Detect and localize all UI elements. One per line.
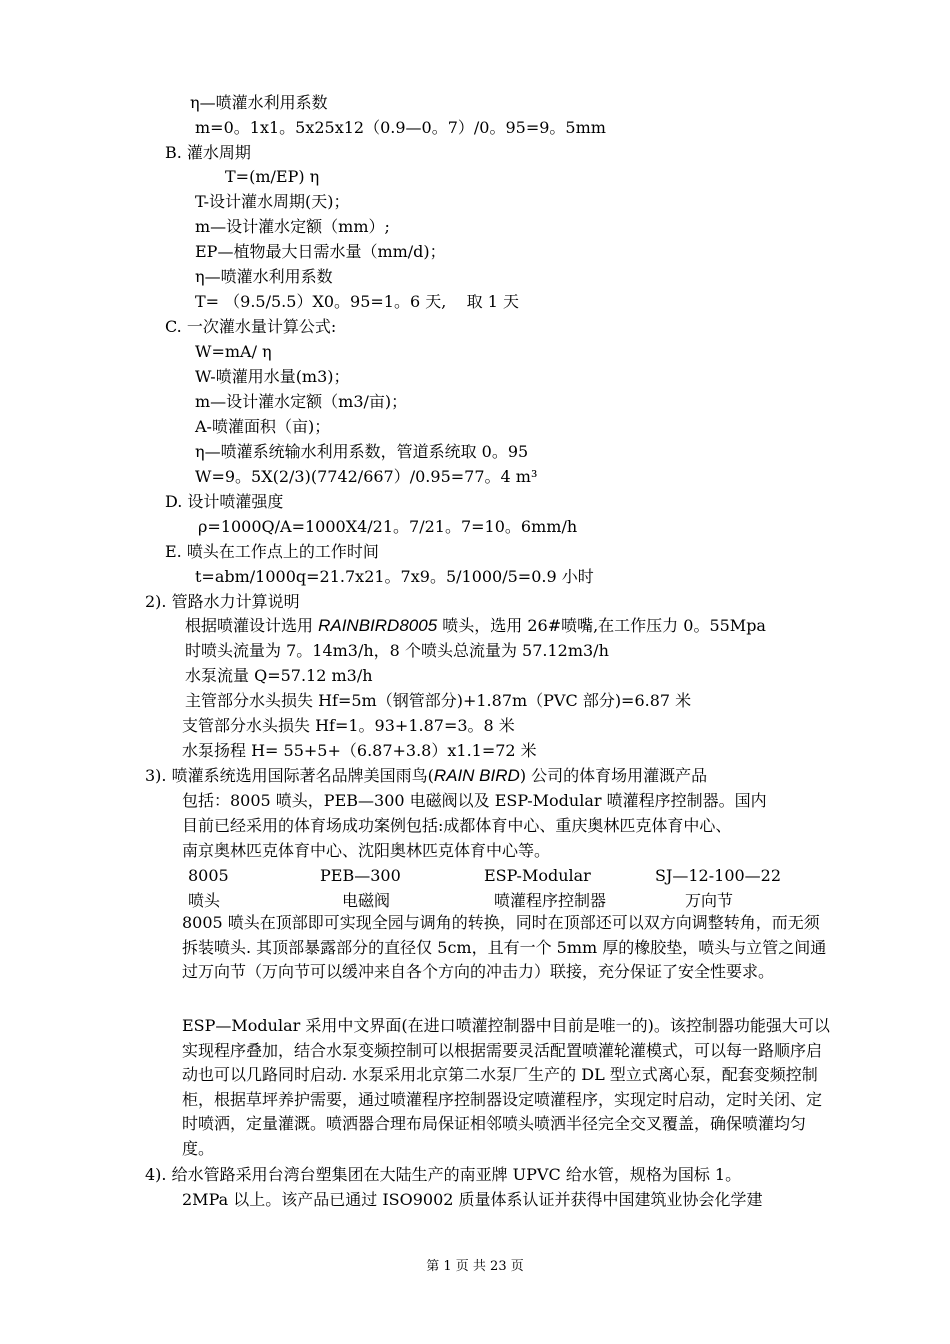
body-line xyxy=(185,615,766,637)
body-line: 南京奥林匹克体育中心、沈阳奥林匹克体育中心等。 xyxy=(182,841,551,860)
model-number: PEB—300 xyxy=(320,866,401,885)
section-heading: D. 设计喷灌强度 xyxy=(165,492,284,511)
formula: W=mA/ η xyxy=(195,342,272,361)
body-line: 水泵流量 Q=57.12 m3/h xyxy=(185,666,373,685)
section-heading: C. 一次灌水量计算公式: xyxy=(165,317,337,336)
paragraph: 8005 喷头在顶部即可实现全园与调角的转换，同时在顶部还可以双方向调整转角，而无须拆装喷头. 其顶部暴露部分的直径仅 5cm，且有一个 5mm 厚的橡胶垫，喷头与立管之间通过万向节（万向节可以缓冲来自各个方向的冲击力）联接，充分保证了安全性要求。 xyxy=(182,913,827,981)
section-heading: E. 喷头在工作点上的工作时间 xyxy=(165,542,379,561)
model-number: SJ—12-100—22 xyxy=(655,866,782,885)
text-fragment: 喷头，选用 26#喷嘴,在工作压力 0。55Mpa xyxy=(437,616,766,635)
text-fragment: 根据喷灌设计选用 xyxy=(185,616,319,635)
body-line: 2MPa 以上。该产品已通过 ISO9002 质量体系认证并获得中国建筑业协会化学建 xyxy=(182,1190,763,1209)
calc-line: t=abm/1000q=21.7x21。7x9。5/1000/5=0.9 小时 xyxy=(195,567,594,586)
model-name: 万向节 xyxy=(685,891,734,910)
text-fragment: 3). 喷灌系统选用国际著名品牌美国雨鸟( xyxy=(145,766,434,785)
body-line: 时喷头流量为 7。14m3/h，8 个喷头总流量为 57.12m3/h xyxy=(185,641,609,660)
body-line: 主管部分水头损失 Hf=5m（钢管部分)+1.87m（PVC 部分)=6.87 米 xyxy=(185,691,692,710)
definition: A-喷灌面积（亩)； xyxy=(195,417,331,436)
model-name: 电磁阀 xyxy=(342,891,391,910)
model-name: 喷头 xyxy=(188,891,221,910)
section-heading: B. 灌水周期 xyxy=(165,143,251,162)
item-heading: 4). 给水管路采用台湾台塑集团在大陆生产的南亚牌 UPVC 给水管，规格为国标 1。 xyxy=(145,1165,742,1184)
formula: T=(m/EP) η xyxy=(225,167,320,186)
definition: η—喷灌水利用系数 xyxy=(195,267,333,286)
body-line: 包括：8005 喷头，PEB—300 电磁阀以及 ESP-Modular 喷灌程序控制器。国内 xyxy=(182,791,767,810)
text-fragment: ) 公司的体育场用灌溉产品 xyxy=(519,766,708,785)
definition: T-设计灌水周期(天)； xyxy=(195,192,350,211)
model-number: ESP-Modular xyxy=(484,866,591,885)
item-heading xyxy=(145,765,707,787)
body-line: 目前已经采用的体育场成功案例包括:成都体育中心、重庆奥林匹克体育中心、 xyxy=(182,816,732,835)
calc-line: ρ=1000Q/A=1000X4/21。7/21。7=10。6mm/h xyxy=(198,517,578,536)
eta-definition: η—喷灌水利用系数 xyxy=(190,93,328,112)
definition: m—设计灌水定额（mm）; xyxy=(195,217,390,236)
item-heading: 2). 管路水力计算说明 xyxy=(145,592,300,611)
calc-line: T= （9.5/5.5）X0。95=1。6 天, 取 1 天 xyxy=(195,292,520,311)
definition: η—喷灌系统输水利用系数，管道系统取 0。95 xyxy=(195,442,529,461)
brand-name: RAINBIRD8005 xyxy=(318,616,438,635)
definition: W-喷灌用水量(m3)； xyxy=(195,367,350,386)
calc-line: W=9。5X(2/3)(7742/667）/0.95=77。4 m³ xyxy=(195,467,538,486)
brand-name: RAIN BIRD xyxy=(433,766,520,785)
model-number: 8005 xyxy=(188,866,229,885)
definition: m—设计灌水定额（m3/亩)； xyxy=(195,392,408,411)
model-name: 喷灌程序控制器 xyxy=(494,891,607,910)
body-line: 支管部分水头损失 Hf=1。93+1.87=3。8 米 xyxy=(182,716,515,735)
calc-line: m=0。1x1。5x25x12（0.9—0。7）/0。95=9。5mm xyxy=(195,118,606,137)
definition: EP—植物最大日需水量（mm/d)； xyxy=(195,242,446,261)
paragraph: ESP—Modular 采用中文界面(在进口喷灌控制器中目前是唯一的)。该控制器功能强大可以实现程序叠加，结合水泵变频控制可以根据需要灵活配置喷灌轮灌模式，可以每一路顺序启动也可以几路同时启动. 水泵采用北京第二水泵厂生产的 DL 型立式离心泵，配套变频控制柜，根据草坪养护需要，通过喷灌程序控制器设定喷灌程序，实现定时启动，定时关闭、定时喷洒，定量灌溉。喷洒器合理布局保证相邻喷头喷洒半径完全交叉覆盖，确保喷灌均匀度。 xyxy=(182,1016,830,1158)
page-footer: 第 1 页 共 23 页 xyxy=(426,1259,524,1274)
body-line: 水泵扬程 H= 55+5+（6.87+3.8）x1.1=72 米 xyxy=(182,741,537,760)
